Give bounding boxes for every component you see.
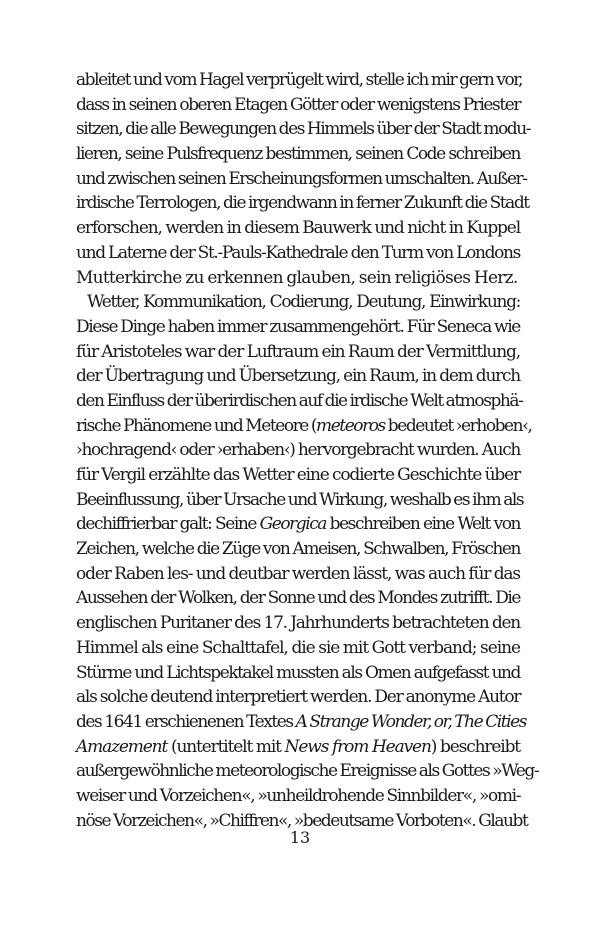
italic-title: Georgica — [259, 514, 326, 535]
text-run: dass in seinen oberen Etagen Götter oder wenigstens Priester — [76, 94, 520, 115]
text-line — [76, 735, 520, 760]
text-line — [76, 488, 524, 513]
text-line — [76, 266, 520, 291]
text-run: sitzen, die alle Bewegungen des Himmels über der Stadt modu- — [76, 119, 531, 140]
text-run: bedeutet ›erhoben‹, — [384, 415, 532, 436]
text-line — [76, 68, 523, 93]
text-run: Mutterkirche zu erkennen glauben, sein religiöses Herz. — [76, 267, 518, 288]
text-line — [76, 414, 532, 439]
text-run: irdische Terrologen, die irgendwann in ferner Zukunft die Stadt — [76, 193, 529, 214]
text-line — [76, 191, 529, 216]
text-line — [76, 562, 520, 587]
text-run: (untertitelt mit — [167, 736, 285, 757]
text-line — [76, 290, 520, 315]
text-line — [76, 759, 539, 784]
text-line — [76, 661, 520, 686]
text-run: den Einfluss der überirdischen auf die irdische Welt atmosphä- — [76, 390, 523, 411]
text-run: Beeinflussung, über Ursache und Wirkung, weshalb es ihm als — [76, 489, 524, 510]
text-run: beschreiben eine Welt von — [326, 514, 521, 535]
text-run: des 1641 erschienenen Textes — [76, 711, 296, 732]
text-run: für Vergil erzählte das Wetter eine codierte Geschichte über — [76, 465, 520, 485]
text-run: erforschen, werden in diesem Bauwerk und nicht in Kuppel — [76, 218, 520, 239]
text-line — [76, 710, 527, 735]
text-line — [76, 611, 520, 636]
text-line — [76, 117, 531, 142]
body-text — [76, 68, 539, 833]
text-line — [76, 167, 527, 192]
text-run: oder Raben les- und deutbar werden lässt, was auch für das — [76, 563, 520, 584]
text-line — [76, 586, 520, 611]
text-run: Diese Dinge haben immer zusammengehört. Für Seneca wie — [76, 316, 520, 337]
text-run: Zeichen, welche die Züge von Ameisen, Schwalben, Fröschen — [76, 539, 520, 560]
text-line — [76, 241, 520, 266]
text-line — [76, 315, 520, 340]
text-run: Himmel als eine Schalttafel, die sie mit Gott verband; seine — [76, 637, 520, 658]
text-run: weiser und Vorzeichen«, »unheildrohende Sinnbilder«, »omi- — [76, 785, 521, 806]
text-run: ableitet und vom Hagel verprügelt wird, stelle ich mir gern vor, — [76, 70, 523, 90]
text-line — [76, 364, 520, 389]
text-run: nöse Vorzeichen«, »Chiffren«, »bedeutsame Vorboten«. Glaubt — [76, 810, 528, 831]
italic-title: News from Heaven — [284, 736, 431, 757]
text-run: als solche deutend interpretiert werden. Der anonyme Autor — [76, 687, 521, 708]
italic-title: meteoros — [316, 415, 385, 436]
text-line — [76, 216, 520, 241]
text-run: ) beschreibt — [430, 736, 520, 757]
text-run: und Laterne der St.-Pauls-Kathedrale den Turm von Londons — [76, 242, 520, 263]
text-line — [76, 685, 520, 710]
text-line — [76, 784, 520, 809]
text-run: Aussehen der Wolken, der Sonne und des Mondes zutrifft. Die — [76, 588, 520, 609]
page-number: 13 — [289, 828, 311, 847]
text-run: der Übertragung und Übersetzung, ein Raum, in dem durch — [76, 366, 520, 387]
text-run: Wetter, Kommunikation, Codierung, Deutung, Einwirkung: — [87, 292, 520, 313]
text-line — [76, 142, 520, 167]
text-line — [76, 93, 520, 118]
text-line — [76, 340, 520, 365]
text-line — [76, 389, 523, 414]
text-run: englischen Puritaner des 17. Jahrhunderts betrachteten den — [76, 613, 520, 634]
text-line — [76, 438, 520, 463]
text-line — [76, 463, 520, 488]
text-run: dechiffrierbar galt: Seine — [76, 514, 260, 535]
text-run: für Aristoteles war der Luftraum ein Raum der Vermittlung, — [76, 341, 520, 362]
text-run: Stürme und Lichtspektakel mussten als Omen aufgefasst und — [76, 662, 520, 683]
text-run: rische Phänomene und Meteore ( — [76, 415, 317, 436]
text-run: lieren, seine Pulsfrequenz bestimmen, seinen Code schreiben — [76, 144, 520, 165]
text-line — [76, 512, 520, 537]
italic-title: Amazement — [76, 736, 168, 757]
text-run: ›hochragend‹ oder ›erhaben‹) hervorgebracht wurden. Auch — [76, 440, 520, 461]
text-run: und zwischen seinen Erscheinungsformen umschalten. Außer- — [76, 168, 527, 189]
text-line — [76, 537, 520, 562]
italic-title: A Strange Wonder, or, The Cities — [295, 711, 527, 732]
text-line — [76, 636, 520, 661]
text-run: außergewöhnliche meteorologische Ereignisse als Gottes »Weg- — [76, 761, 539, 782]
